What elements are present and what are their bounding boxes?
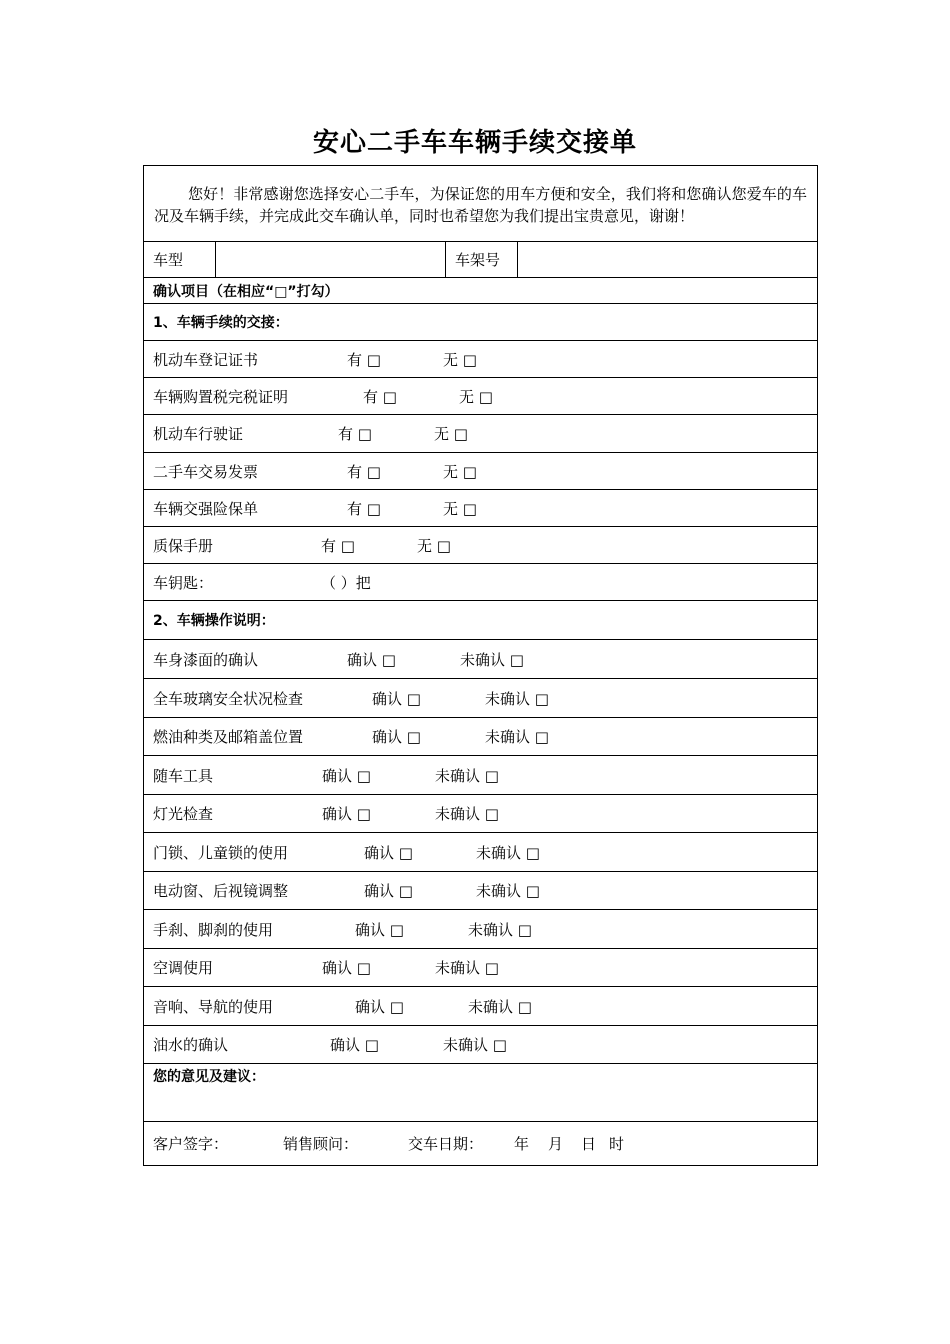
confirm-checkbox[interactable]: 确认 □: [372, 728, 421, 746]
doc-row: [144, 415, 817, 453]
operation-row: [144, 679, 817, 718]
confirm-checkbox[interactable]: 确认 □: [355, 920, 404, 939]
doc-row: [144, 490, 817, 527]
keys-row: [144, 564, 817, 601]
unconfirm-checkbox[interactable]: 未确认 □: [468, 920, 532, 939]
doc-label: 机动车登记证书: [153, 350, 259, 369]
doc-row: [144, 453, 817, 490]
operation-label: 空调使用: [153, 959, 214, 977]
vehicle-info-row: [144, 242, 817, 278]
vin-label: 车架号: [455, 251, 501, 269]
doc-row: [144, 378, 817, 415]
doc-label: 机动车行驶证: [153, 425, 244, 443]
unconfirm-checkbox[interactable]: 未确认 □: [485, 689, 549, 708]
operation-row: [144, 795, 817, 833]
unconfirm-checkbox[interactable]: 未确认 □: [460, 650, 524, 669]
intro-text: 您好！非常感谢您选择安心二手车，为保证您的用车方便和安全，我们将和您确认您爱车的车况及车辆手续，并完成此交车确认单，同时也希望您为我们提出宝贵意见，谢谢！: [154, 185, 807, 225]
confirm-checkbox[interactable]: 确认 □: [322, 805, 371, 823]
doc-label: 车辆交强险保单: [153, 499, 259, 518]
no-checkbox[interactable]: 无 □: [443, 499, 477, 518]
confirm-checkbox[interactable]: 确认 □: [322, 766, 371, 785]
operation-row: [144, 640, 817, 679]
operation-row: [144, 833, 817, 872]
yes-checkbox[interactable]: 有 □: [321, 536, 355, 555]
confirm-checkbox[interactable]: 确认 □: [322, 959, 371, 977]
no-checkbox[interactable]: 无 □: [459, 387, 493, 406]
operation-label: 油水的确认: [153, 1036, 229, 1054]
operation-label: 车身漆面的确认: [153, 650, 259, 669]
vin-field[interactable]: [518, 242, 816, 277]
yes-checkbox[interactable]: 有 □: [363, 387, 397, 406]
operation-label: 门锁、儿童锁的使用: [153, 843, 289, 862]
unconfirm-checkbox[interactable]: 未确认 □: [476, 882, 540, 900]
keys-label: 车钥匙：: [153, 573, 214, 592]
keys-count-field[interactable]: （ ）把: [321, 573, 371, 592]
page-title: 安心二手车车辆手续交接单: [312, 128, 637, 158]
date-year: 年: [514, 1135, 530, 1153]
doc-row: [144, 341, 817, 378]
date-day: 日: [581, 1135, 597, 1153]
operation-label: 随车工具: [153, 766, 214, 785]
operation-row: [144, 718, 817, 756]
confirm-header: 确认项目（在相应“□”打勾）: [153, 283, 339, 300]
feedback-label: 您的意见及建议：: [153, 1069, 265, 1085]
feedback-row: [144, 1064, 817, 1122]
section2-title-row: [144, 601, 817, 640]
unconfirm-checkbox[interactable]: 未确认 □: [468, 997, 532, 1016]
date-month: 月: [548, 1135, 564, 1153]
operation-row: [144, 1026, 817, 1064]
operation-row: [144, 987, 817, 1026]
operation-label: 手刹、脚刹的使用: [153, 920, 274, 939]
date-hour: 时: [609, 1135, 625, 1153]
sales-advisor-label: 销售顾问：: [283, 1135, 359, 1153]
confirm-header-row: [144, 278, 817, 304]
yes-checkbox[interactable]: 有 □: [347, 462, 381, 481]
confirm-checkbox[interactable]: 确认 □: [347, 650, 396, 669]
confirm-checkbox[interactable]: 确认 □: [364, 843, 413, 862]
delivery-date-label: 交车日期：: [408, 1135, 484, 1153]
yes-checkbox[interactable]: 有 □: [347, 499, 381, 518]
operation-row: [144, 872, 817, 910]
confirm-checkbox[interactable]: 确认 □: [330, 1036, 379, 1054]
doc-label: 质保手册: [153, 536, 214, 555]
operation-row: [144, 949, 817, 987]
doc-label: 二手车交易发票: [153, 462, 259, 481]
unconfirm-checkbox[interactable]: 未确认 □: [435, 959, 499, 977]
intro-row: [144, 166, 817, 242]
operation-label: 燃油种类及邮箱盖位置: [153, 728, 304, 746]
doc-row: [144, 527, 817, 564]
operation-label: 音响、导航的使用: [153, 997, 274, 1016]
section1-title-row: [144, 304, 817, 341]
operation-label: 灯光检查: [153, 805, 214, 823]
no-checkbox[interactable]: 无 □: [443, 350, 477, 369]
unconfirm-checkbox[interactable]: 未确认 □: [435, 766, 499, 785]
operation-label: 电动窗、后视镜调整: [153, 882, 289, 900]
operation-label: 全车玻璃安全状况检查: [153, 689, 304, 708]
section2-title: 2、车辆操作说明：: [153, 613, 275, 629]
doc-label: 车辆购置税完税证明: [153, 387, 289, 406]
operation-row: [144, 910, 817, 949]
signature-row: [144, 1122, 817, 1165]
feedback-field[interactable]: [153, 1088, 808, 1119]
unconfirm-checkbox[interactable]: 未确认 □: [476, 843, 540, 862]
model-label: 车型: [153, 251, 184, 269]
confirm-checkbox[interactable]: 确认 □: [355, 997, 404, 1016]
no-checkbox[interactable]: 无 □: [417, 536, 451, 555]
no-checkbox[interactable]: 无 □: [443, 462, 477, 481]
unconfirm-checkbox[interactable]: 未确认 □: [485, 728, 549, 746]
handover-form: [143, 165, 818, 1166]
unconfirm-checkbox[interactable]: 未确认 □: [435, 805, 499, 823]
yes-checkbox[interactable]: 有 □: [347, 350, 381, 369]
section1-title: 1、车辆手续的交接：: [153, 315, 289, 331]
no-checkbox[interactable]: 无 □: [434, 425, 468, 443]
confirm-checkbox[interactable]: 确认 □: [372, 689, 421, 708]
operation-row: [144, 756, 817, 795]
unconfirm-checkbox[interactable]: 未确认 □: [443, 1036, 507, 1054]
model-field[interactable]: [216, 242, 445, 277]
customer-signature-label: 客户签字：: [153, 1135, 229, 1153]
confirm-checkbox[interactable]: 确认 □: [364, 882, 413, 900]
yes-checkbox[interactable]: 有 □: [338, 425, 372, 443]
